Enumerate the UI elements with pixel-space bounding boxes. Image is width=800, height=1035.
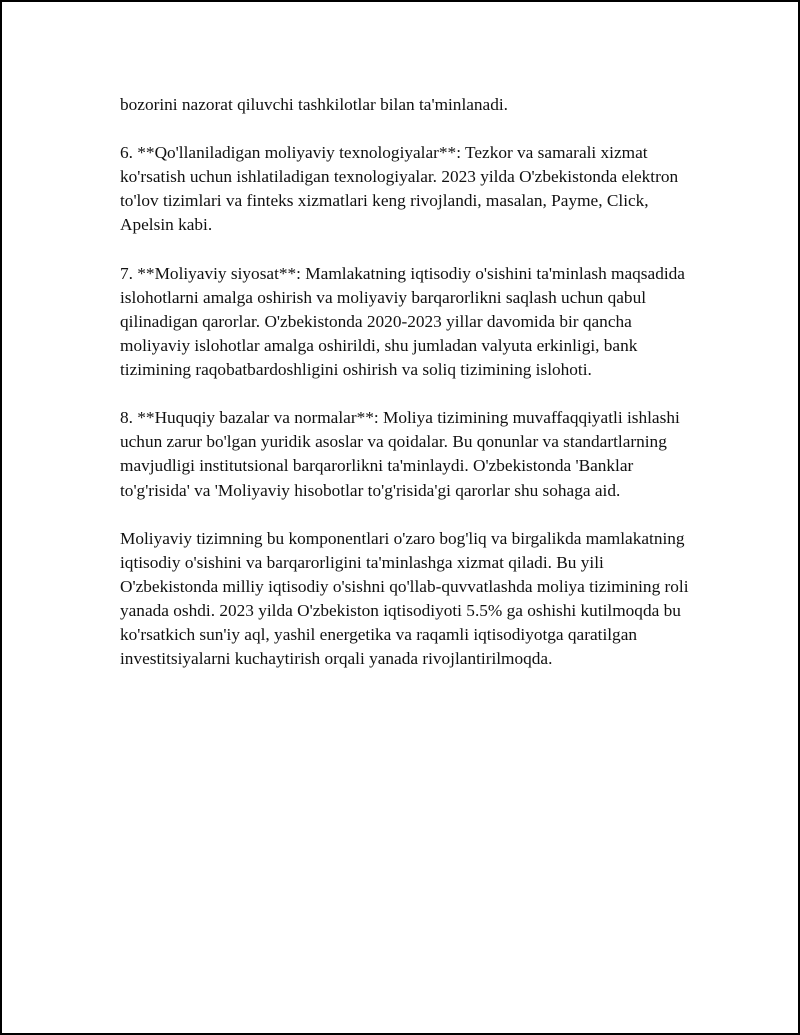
document-body [120,93,700,695]
paragraph-continuation: bozorini nazorat qiluvchi tashkilotlar bilan ta'minlanadi. [120,95,508,114]
paragraph-item-7-financial-policy: 7. **Moliyaviy siyosat**: Mamlakatning iqtisodiy o'sishini ta'minlash maqsadida islohotlarni amalga oshirish va moliyaviy barqarorlikni saqlash uchun qabul qilinadigan qarorlar. O'zbekistonda 2020-2023 yillar davomida bir qancha moliyaviy islohotlar amalga oshirildi, shu jumladan valyuta erkinligi, bank tizimining raqobatbardoshligini oshirish va soliq tizimining islohoti. [120,263,685,380]
paragraph-item-8-legal-bases: 8. **Huquqiy bazalar va normalar**: Moliya tizimining muvaffaqqiyatli ishlashi uchun zarur bo'lgan yuridik asoslar va qoidalar. Bu qonunlar va standartlarning mavjudligi institutsional barqarorlikni ta'minlaydi. O'zbekistonda 'Banklar to'g'risida' va 'Moliyaviy hisobotlar to'g'risida'gi qarorlar shu sohaga aid. [120,408,680,500]
paragraph-item-6-financial-technologies: 6. **Qo'llaniladigan moliyaviy texnologiyalar**: Tezkor va samarali xizmat ko'rsatish uchun ishlatiladigan texnologiyalar. 2023 yilda O'zbekistonda elektron to'lov tizimlari va finteks xizmatlari keng rivojlandi, masalan, Payme, Click, Apelsin kabi. [120,143,679,235]
paragraph-conclusion: Moliyaviy tizimning bu komponentlari o'zaro bog'liq va birgalikda mamlakatning iqtisodiy o'sishini va barqarorligini ta'minlashga xizmat qiladi. Bu yili O'zbekistonda milliy iqtisodiy o'sishni qo'llab-quvvatlashda moliya tizimining roli yanada oshdi. 2023 yilda O'zbekiston iqtisodiyoti 5.5% ga oshishi kutilmoqda bu ko'rsatkich sun'iy aql, yashil energetika va raqamli iqtisodiyotga qaratilgan investitsiyalarni kuchaytirish orqali yanada rivojlantirilmoqda. [120,528,689,669]
